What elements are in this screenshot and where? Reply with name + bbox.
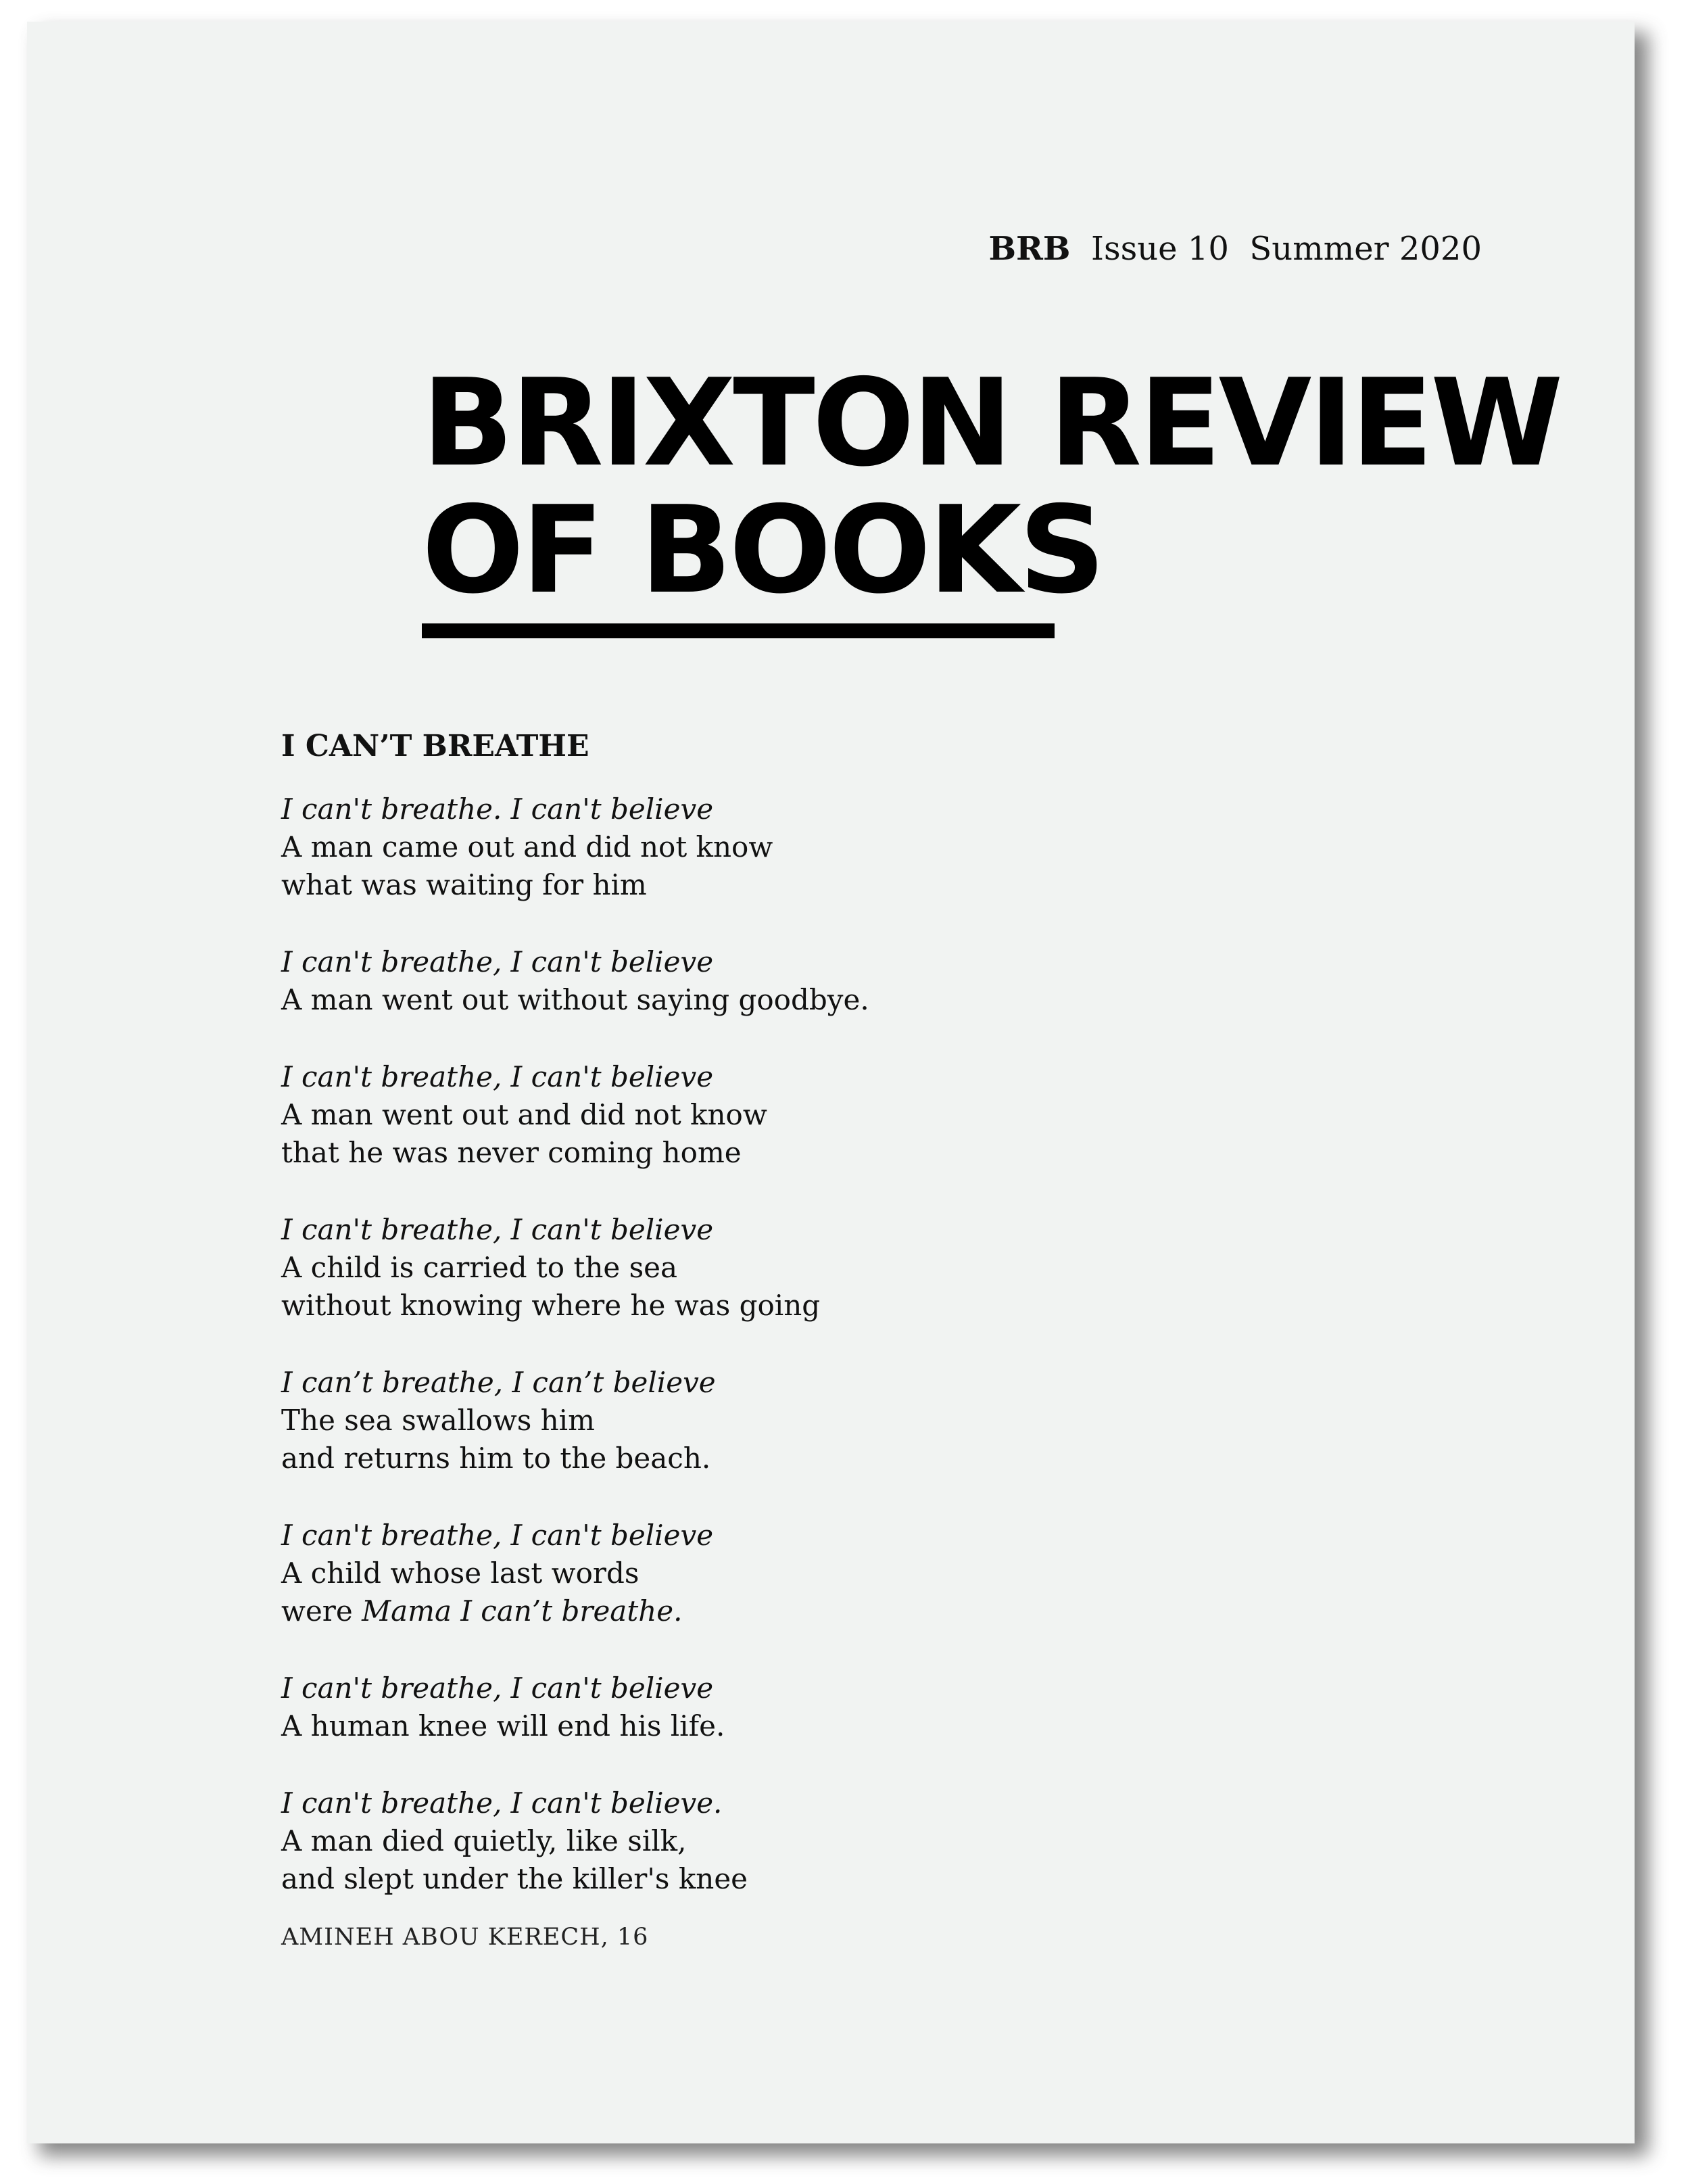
stanza-line: and slept under the killer's knee bbox=[281, 1862, 748, 1895]
stanza bbox=[281, 1669, 1498, 1745]
stanza-line: A child is carried to the sea bbox=[281, 1251, 678, 1284]
stanza-refrain: I can't breathe, I can't believe bbox=[281, 1671, 714, 1705]
poem-title: I CAN’T BREATHE bbox=[281, 729, 589, 763]
issue-number: Issue 10 bbox=[1091, 230, 1229, 268]
mixed-line-prefix: were bbox=[281, 1594, 362, 1628]
stanza bbox=[281, 943, 1498, 1019]
stanza bbox=[281, 1058, 1498, 1172]
stanza-line: A man came out and did not know bbox=[281, 830, 773, 863]
masthead-line-1: BRIXTON REVIEW bbox=[422, 353, 1561, 493]
stanza bbox=[281, 1211, 1498, 1325]
stanza-line: A child whose last words bbox=[281, 1557, 639, 1590]
stanza-refrain: I can't breathe, I can't believe bbox=[281, 1060, 714, 1093]
stanza-refrain: I can't breathe, I can't believe bbox=[281, 1519, 714, 1552]
stanza bbox=[281, 790, 1498, 904]
stanza-refrain: I can't breathe, I can't believe bbox=[281, 1213, 714, 1246]
magazine-page bbox=[27, 22, 1635, 2143]
stanza-refrain: I can't breathe, I can't believe. bbox=[281, 1786, 723, 1820]
stanza-line: The sea swallows him bbox=[281, 1404, 595, 1437]
stanza-refrain: I can't breathe, I can't believe bbox=[281, 945, 714, 978]
issue-line bbox=[988, 230, 1482, 268]
masthead bbox=[422, 353, 1561, 620]
masthead-line-2: OF BOOKS bbox=[422, 480, 1103, 620]
issue-season: Summer 2020 bbox=[1249, 230, 1482, 268]
stanza-line: A human knee will end his life. bbox=[281, 1709, 725, 1742]
stanza-refrain: I can’t breathe, I can’t believe bbox=[281, 1366, 716, 1399]
stanza-refrain: I can't breathe. I can't believe bbox=[281, 792, 714, 826]
stanza-line: A man went out without saying goodbye. bbox=[281, 983, 869, 1016]
stanza-line: A man went out and did not know bbox=[281, 1098, 767, 1131]
stanza bbox=[281, 1517, 1498, 1630]
stanza bbox=[281, 1364, 1498, 1477]
stanza-line: what was waiting for him bbox=[281, 868, 647, 901]
masthead-underline bbox=[422, 623, 1055, 638]
stanza-line: A man died quietly, like silk, bbox=[281, 1824, 687, 1857]
poem bbox=[281, 729, 1498, 1951]
brand-abbreviation: BRB bbox=[988, 230, 1071, 268]
mixed-line-italic: Mama I can’t breathe. bbox=[362, 1594, 683, 1628]
stanza-line: without knowing where he was going bbox=[281, 1289, 821, 1322]
stanza bbox=[281, 1784, 1498, 1898]
stanza-line: that he was never coming home bbox=[281, 1136, 742, 1169]
poem-author: AMINEH ABOU KERECH, 16 bbox=[281, 1924, 649, 1951]
stanza-line: and returns him to the beach. bbox=[281, 1442, 711, 1475]
stanza-line-mixed bbox=[281, 1592, 1498, 1630]
